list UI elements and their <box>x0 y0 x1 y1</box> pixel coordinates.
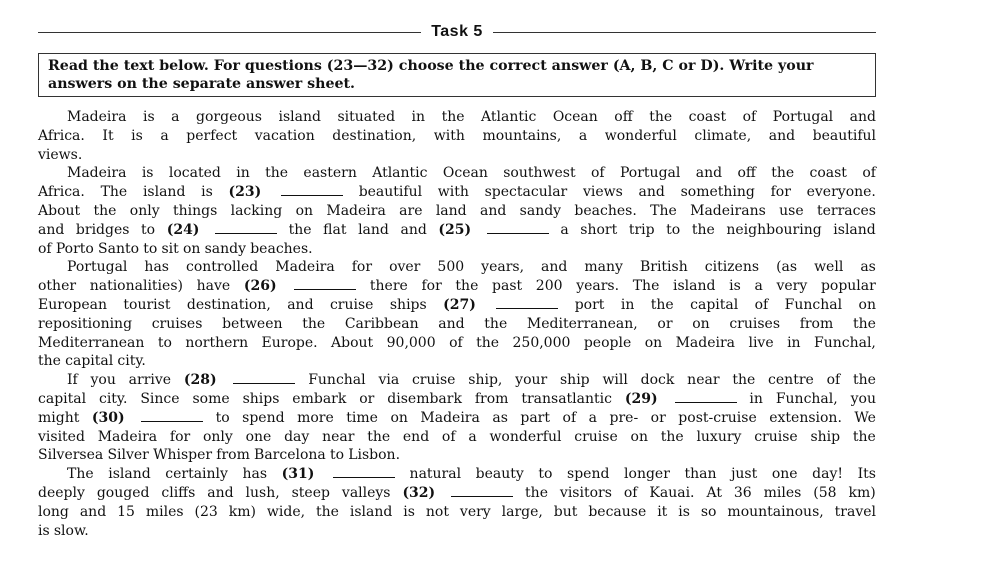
question-number: (24) <box>166 221 200 238</box>
task-title: Task 5 <box>431 23 483 40</box>
text-line: and bridges to (24) the flat land and (25) a short trip to the neighbouring island <box>38 221 876 238</box>
answer-blank <box>487 221 549 234</box>
text-line: Madeira is located in the eastern Atlantic Ocean southwest of Portugal and off the coast of <box>67 165 876 182</box>
text-line: long and 15 miles (23 km) wide, the island is not very large, but because it is so mountainous, travel <box>38 503 876 520</box>
question-number: (31) <box>281 466 315 483</box>
question-number: (28) <box>183 372 217 389</box>
answer-blank <box>675 390 737 403</box>
answer-blank <box>496 296 558 309</box>
instruction-box <box>38 53 876 97</box>
text-line: Madeira is a gorgeous island situated in the Atlantic Ocean off the coast of Portugal and <box>67 109 876 125</box>
question-number: (26) <box>243 278 277 295</box>
question-number: (30) <box>91 409 125 426</box>
question-number: (29) <box>624 390 658 407</box>
question-number: (25) <box>438 221 472 238</box>
text-line: The island certainly has (31) natural beauty to spend longer than just one day! Its <box>67 466 876 483</box>
text-line: Mediterranean to northern Europe. About 90,000 of the 250,000 people on Madeira live in Funchal, <box>38 334 876 351</box>
text-line: other nationalities) have (26) there for the past 200 years. The island is a very popular <box>38 278 876 295</box>
text-line: capital city. Since some ships embark or disembark from transatlantic (29) in Funchal, you <box>38 390 876 407</box>
text-line: Africa. It is a perfect vacation destination, with mountains, a wonderful climate, and beautiful <box>38 127 876 144</box>
text-line: might (30) to spend more time on Madeira as part of a pre- or post-cruise extension. We <box>38 409 876 426</box>
answer-blank <box>215 221 277 234</box>
answer-blank <box>333 465 395 478</box>
text-line: About the only things lacking on Madeira are land and sandy beaches. The Madeirans use terraces <box>38 202 876 219</box>
text-line: deeply gouged cliffs and lush, steep valleys (32) the visitors of Kauai. At 36 miles (58 km) <box>38 484 876 501</box>
text-line: Silversea Silver Whisper from Barcelona to Lisbon. <box>38 447 401 464</box>
header-rule-right <box>493 32 876 33</box>
text-line: visited Madeira for only one day near the end of a wonderful cruise on the luxury cruise ship the <box>38 428 876 445</box>
text-line: Africa. The island is (23) beautiful with spectacular views and something for everyone. <box>38 184 876 201</box>
answer-blank <box>451 484 513 497</box>
text-line: views. <box>38 146 83 163</box>
answer-blank <box>233 371 295 384</box>
text-line: the capital city. <box>38 353 146 370</box>
text-line: of Porto Santo to sit on sandy beaches. <box>38 240 313 257</box>
text-line: European tourist destination, and cruise ships (27) port in the capital of Funchal on <box>38 296 876 313</box>
instruction-text: Read the text below. For questions (23—32) choose the correct answer (A, B, C or D). Write your answers on the separate answer sheet. <box>48 58 814 92</box>
question-number: (27) <box>443 296 476 313</box>
answer-blank <box>294 277 356 290</box>
reading-text <box>38 108 876 540</box>
answer-blank <box>141 409 203 422</box>
text-line: Portugal has controlled Madeira for over 500 years, and many British citizens (as well as <box>67 259 876 276</box>
header-rule-left <box>38 32 421 33</box>
answer-blank <box>281 183 343 196</box>
text-line: is slow. <box>38 522 89 539</box>
text-line: If you arrive (28) Funchal via cruise ship, your ship will dock near the centre of the <box>67 372 876 389</box>
text-line: repositioning cruises between the Caribbean and the Mediterranean, or on cruises from the <box>38 315 876 332</box>
task-header <box>38 20 876 44</box>
question-number: (32) <box>402 484 436 501</box>
question-number: (23) <box>228 184 262 201</box>
